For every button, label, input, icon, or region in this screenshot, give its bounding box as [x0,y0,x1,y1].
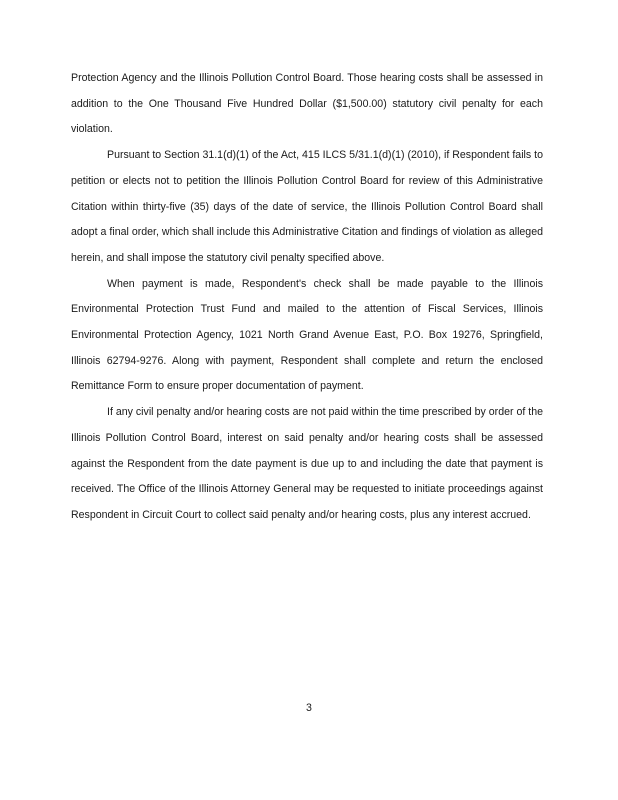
page-number: 3 [306,702,312,714]
paragraph-section-31: Pursuant to Section 31.1(d)(1) of the Act, 415 ILCS 5/31.1(d)(1) (2010), if Respondent fails to petition or elects not to petition the Illinois Pollution Control Board for review of this Administrative Citation within thirty-five (35) days of the date of service, the Illinois Pollution Control Board shall adopt a final order, which shall include this Administrative Citation and findings of violation as alleged herein, and shall impose the statutory civil penalty specified above. [71,149,543,264]
paragraph-continuation: Protection Agency and the Illinois Pollution Control Board. Those hearing costs shall be assessed in addition to the One Thousand Five Hundred Dollar ($1,500.00) statutory civil penalty for each violation. [71,72,543,136]
paragraph-payment: When payment is made, Respondent's check shall be made payable to the Illinois Environmental Protection Trust Fund and mailed to the attention of Fiscal Services, Illinois Environmental Protection Agency, 1021 North Grand Avenue East, P.O. Box 19276, Springfield, Illinois 62794-9276. Along with payment, Respondent shall complete and return the enclosed Remittance Form to ensure proper documentation of payment. [71,277,543,393]
paragraph-unpaid: If any civil penalty and/or hearing costs are not paid within the time prescribed by order of the Illinois Pollution Control Board, interest on said penalty and/or hearing costs shall be assessed against the Respondent from the date payment is due up to and including the date that payment is received. The Office of the Illinois Attorney General may be requested to initiate proceedings against Respondent in Circuit Court to collect said penalty and/or hearing costs, plus any interest accrued. [71,406,543,521]
body-text [71,66,543,529]
